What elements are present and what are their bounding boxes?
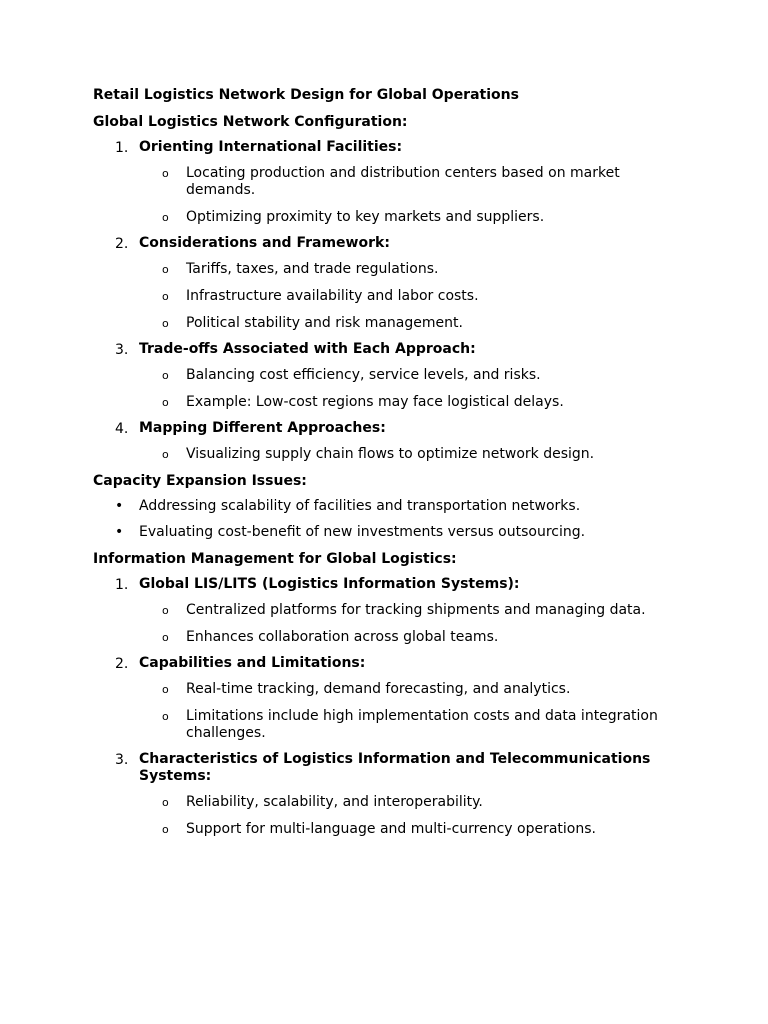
item-title: Considerations and Framework:: [139, 235, 390, 251]
sub-item-text: Infrastructure availability and labor costs.: [186, 288, 479, 304]
item-number: 2.: [115, 656, 129, 672]
sub-item: [139, 629, 688, 646]
item-number: 1.: [115, 577, 129, 593]
item-title: Characteristics of Logistics Information and Telecommunications Systems:: [139, 751, 651, 784]
circle-bullet-icon: o: [162, 317, 169, 330]
sub-item: [139, 209, 688, 226]
circle-bullet-icon: o: [162, 796, 169, 809]
sub-item-text: Enhances collaboration across global teams.: [186, 629, 499, 645]
sub-item: [139, 708, 688, 742]
bullet-icon: •: [115, 498, 124, 514]
sub-item-text: Real-time tracking, demand forecasting, and analytics.: [186, 681, 571, 697]
list-item: [93, 751, 688, 838]
sub-item-text: Reliability, scalability, and interoperability.: [186, 794, 483, 810]
sub-item: [139, 394, 688, 411]
sub-item-text: Visualizing supply chain flows to optimize network design.: [186, 446, 595, 462]
item-number: 3.: [115, 752, 129, 768]
item-title: Trade-offs Associated with Each Approach:: [139, 341, 476, 357]
section-heading-network-configuration: Global Logistics Network Configuration:: [93, 114, 408, 130]
circle-bullet-icon: o: [162, 710, 169, 723]
item-number: 1.: [115, 140, 129, 156]
network-configuration-list: [93, 139, 688, 463]
sub-item-text: Support for multi-language and multi-currency operations.: [186, 821, 596, 837]
sub-list: [139, 261, 688, 332]
circle-bullet-icon: o: [162, 211, 169, 224]
sub-item: [139, 261, 688, 278]
sub-item-text: Centralized platforms for tracking shipments and managing data.: [186, 602, 646, 618]
list-item: [93, 576, 688, 646]
item-title: Mapping Different Approaches:: [139, 420, 386, 436]
section-heading-information-management: Information Management for Global Logistics:: [93, 551, 457, 567]
sub-item: [139, 446, 688, 463]
capacity-expansion-list: [93, 498, 688, 541]
bullet-item: [93, 498, 688, 515]
sub-list: [139, 367, 688, 411]
section-heading-capacity-expansion: Capacity Expansion Issues:: [93, 473, 307, 489]
list-item: [93, 655, 688, 742]
list-item: [93, 341, 688, 411]
sub-list: [139, 794, 688, 838]
list-item: [93, 420, 688, 463]
sub-item: [139, 315, 688, 332]
sub-item: [139, 288, 688, 305]
item-number: 4.: [115, 421, 129, 437]
circle-bullet-icon: o: [162, 823, 169, 836]
circle-bullet-icon: o: [162, 290, 169, 303]
sub-item-text: Limitations include high implementation costs and data integration challenges.: [186, 708, 658, 741]
bullet-icon: •: [115, 524, 124, 540]
sub-item-text: Political stability and risk management.: [186, 315, 463, 331]
sub-item-text: Locating production and distribution centers based on market demands.: [186, 165, 620, 198]
sub-item-text: Example: Low-cost regions may face logistical delays.: [186, 394, 564, 410]
circle-bullet-icon: o: [162, 683, 169, 696]
sub-list: [139, 681, 688, 742]
sub-item: [139, 165, 688, 199]
item-title: Orienting International Facilities:: [139, 139, 403, 155]
item-number: 3.: [115, 342, 129, 358]
circle-bullet-icon: o: [162, 448, 169, 461]
sub-item: [139, 602, 688, 619]
circle-bullet-icon: o: [162, 396, 169, 409]
document-title: Retail Logistics Network Design for Global Operations: [93, 87, 519, 103]
bullet-item: [93, 524, 688, 541]
sub-item-text: Balancing cost efficiency, service levels, and risks.: [186, 367, 541, 383]
bullet-text: Addressing scalability of facilities and transportation networks.: [139, 498, 581, 514]
sub-item: [139, 367, 688, 384]
circle-bullet-icon: o: [162, 604, 169, 617]
item-title: Capabilities and Limitations:: [139, 655, 366, 671]
information-management-list: [93, 576, 688, 838]
sub-list: [139, 446, 688, 463]
list-item: [93, 235, 688, 332]
bullet-text: Evaluating cost-benefit of new investments versus outsourcing.: [139, 524, 586, 540]
sub-list: [139, 165, 688, 226]
sub-item-text: Optimizing proximity to key markets and suppliers.: [186, 209, 545, 225]
item-title: Global LIS/LITS (Logistics Information Systems):: [139, 576, 520, 592]
sub-item: [139, 821, 688, 838]
sub-item: [139, 794, 688, 811]
sub-list: [139, 602, 688, 646]
circle-bullet-icon: o: [162, 263, 169, 276]
circle-bullet-icon: o: [162, 167, 169, 180]
circle-bullet-icon: o: [162, 631, 169, 644]
sub-item-text: Tariffs, taxes, and trade regulations.: [186, 261, 439, 277]
list-item: [93, 139, 688, 226]
sub-item: [139, 681, 688, 698]
item-number: 2.: [115, 236, 129, 252]
circle-bullet-icon: o: [162, 369, 169, 382]
